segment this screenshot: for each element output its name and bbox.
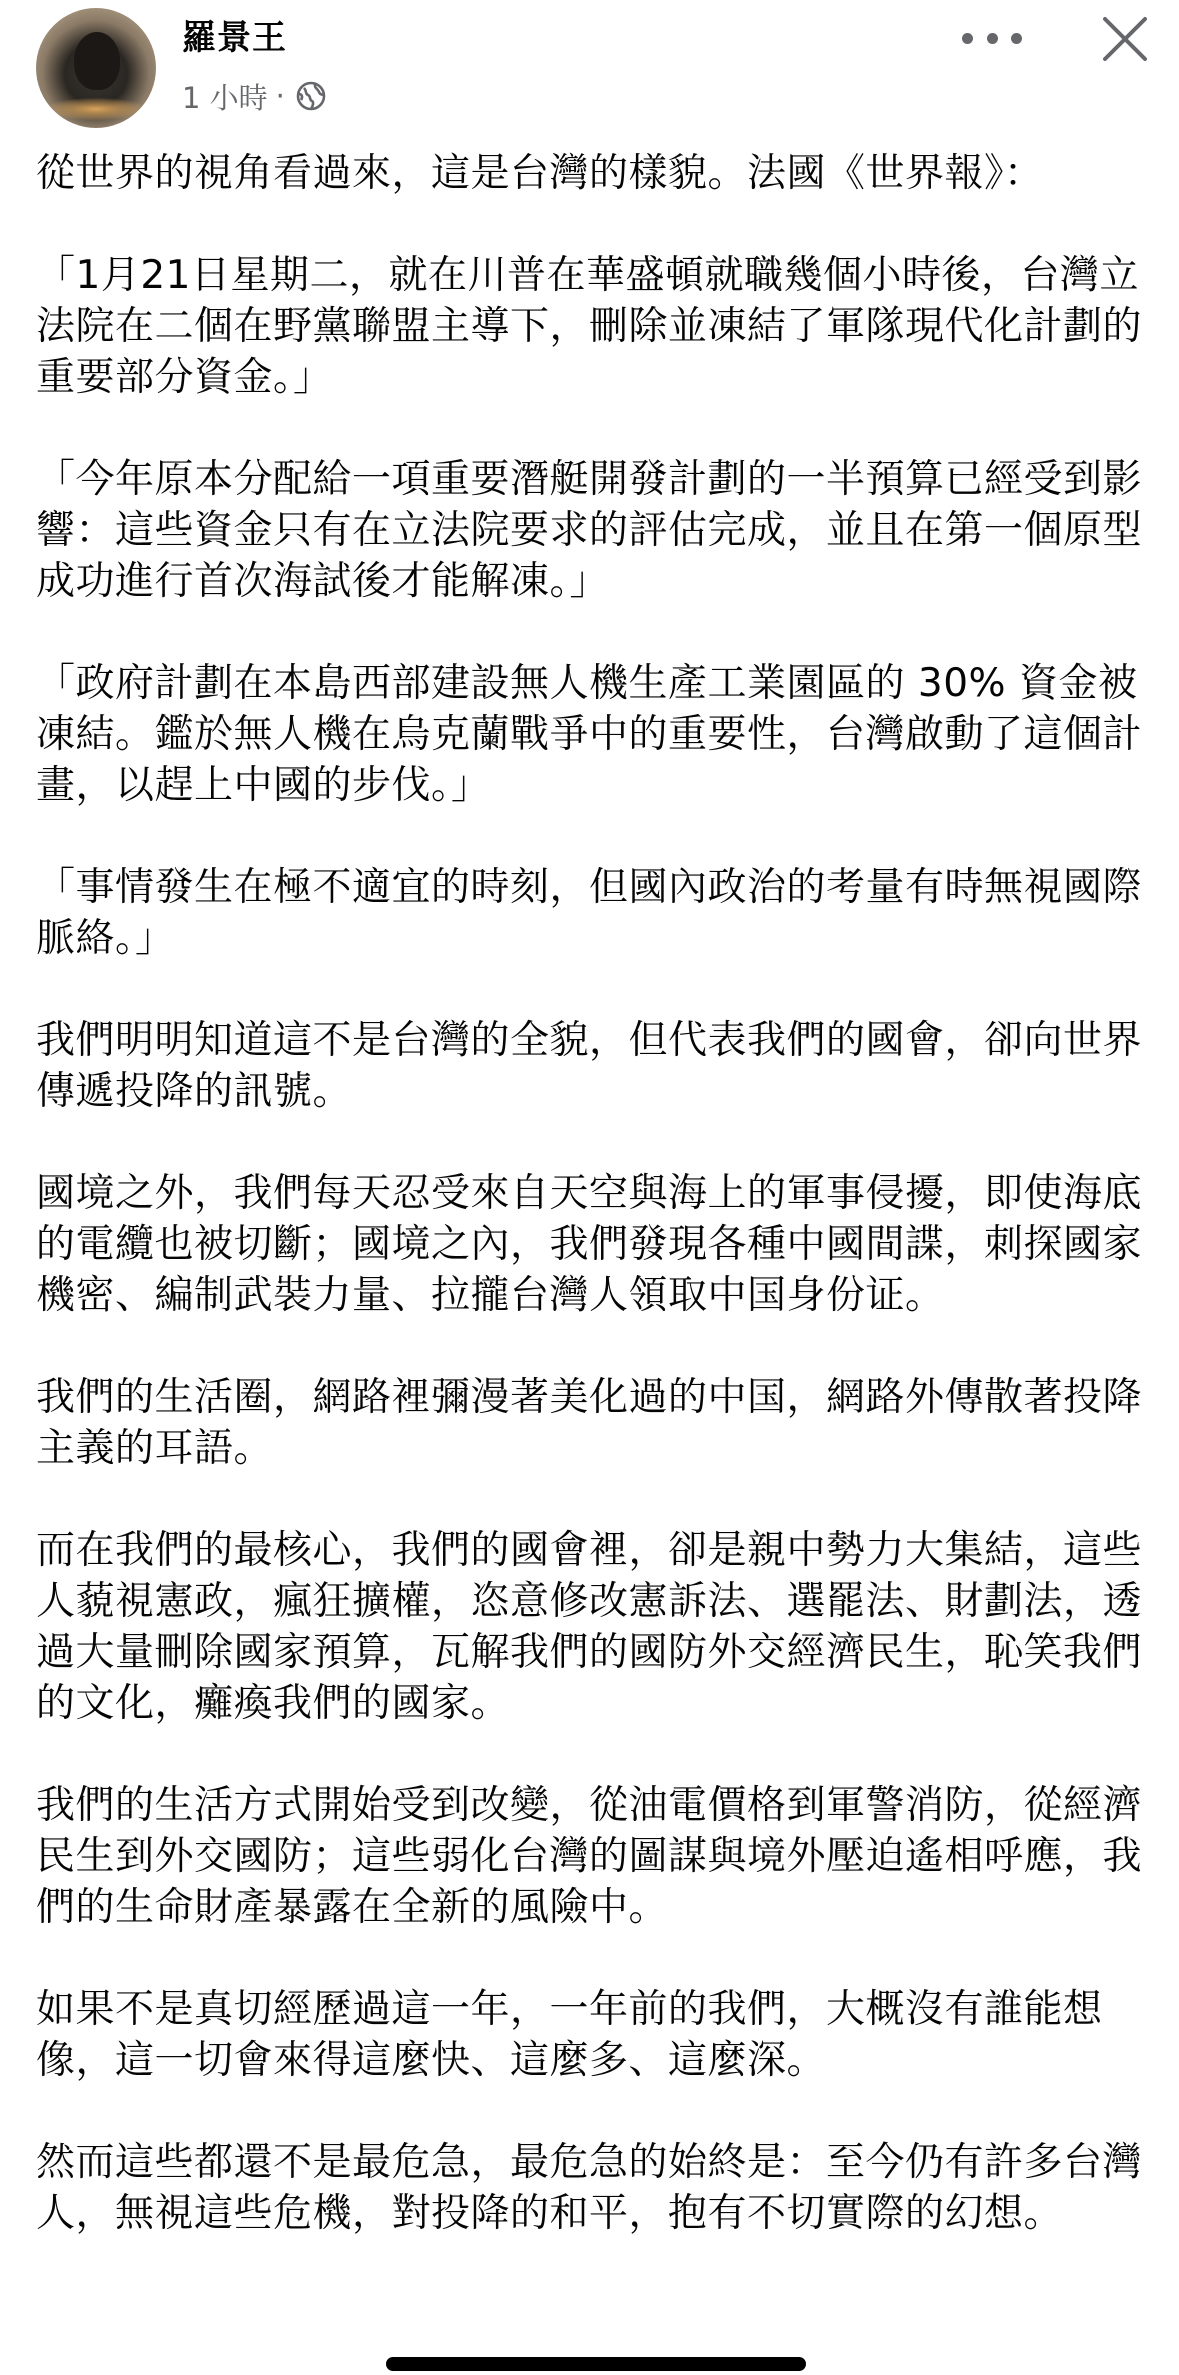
avatar-silhouette	[74, 32, 120, 90]
post-paragraph: 然而這些都還不是最危急，最危急的始終是：至今仍有許多台灣人，無視這些危機，對投降的和平，抱有不切實際的幻想。	[36, 2140, 1143, 2236]
post-meta	[182, 76, 327, 116]
post-paragraph: 「事情發生在極不適宜的時刻，但國內政治的考量有時無視國際脈絡。」	[36, 865, 1143, 961]
author-avatar[interactable]	[36, 8, 156, 128]
post-paragraph: 我們的生活圈，網路裡彌漫著美化過的中国，網路外傳散著投降主義的耳語。	[36, 1375, 1143, 1471]
close-icon[interactable]	[1100, 14, 1150, 64]
post-body	[36, 148, 1156, 2290]
post-paragraph: 我們的生活方式開始受到改變，從油電價格到軍警消防，從經濟民生到外交國防；這些弱化台灣的圖謀與境外壓迫遙相呼應，我們的生命財產暴露在全新的風險中。	[36, 1783, 1143, 1930]
globe-icon[interactable]	[295, 80, 327, 112]
post-paragraph: 如果不是真切經歷過這一年，一年前的我們，大概沒有誰能想像，這一切會來得這麼快、這麼多、這麼深。	[36, 1987, 1103, 2083]
more-dot	[987, 33, 998, 44]
post-paragraph: 「1月21日星期二，就在川普在華盛頓就職幾個小時後，台灣立法院在二個在野黨聯盟主導下，刪除並凍結了軍隊現代化計劃的重要部分資金。」	[36, 253, 1143, 400]
post-paragraph: 「今年原本分配給一項重要潛艇開發計劃的一半預算已經受到影響：這些資金只有在立法院要求的評估完成，並且在第一個原型成功進行首次海試後才能解凍。」	[36, 457, 1143, 604]
more-dot	[962, 33, 973, 44]
avatar-light-glow	[46, 98, 146, 120]
meta-separator: ·	[275, 79, 285, 113]
post-paragraph: 我們明明知道這不是台灣的全貌，但代表我們的國會，卻向世界傳遞投降的訊號。	[36, 1018, 1143, 1114]
home-indicator[interactable]	[386, 2357, 806, 2371]
post-paragraph: 「政府計劃在本島西部建設無人機生產工業園區的 30% 資金被凍結。鑑於無人機在烏克蘭戰爭中的重要性，台灣啟動了這個計畫，以趕上中國的步伐。」	[36, 661, 1143, 808]
more-options-icon[interactable]	[962, 20, 1022, 56]
post-header	[0, 0, 1179, 140]
post-paragraph: 從世界的視角看過來，這是台灣的樣貌。法國《世界報》：	[36, 151, 1044, 196]
post-paragraph: 國境之外，我們每天忍受來自天空與海上的軍事侵擾，即使海底的電纜也被切斷；國境之內，我們發現各種中國間諜，刺探國家機密、編制武裝力量、拉攏台灣人領取中国身份证。	[36, 1171, 1143, 1318]
post-timestamp[interactable]: 1 小時	[182, 80, 268, 115]
more-dot	[1011, 33, 1022, 44]
author-name[interactable]: 羅景王	[182, 18, 287, 58]
post-paragraph: 而在我們的最核心，我們的國會裡，卻是親中勢力大集結，這些人藐視憲政，瘋狂擴權，恣意修改憲訴法、選罷法、財劃法，透過大量刪除國家預算，瓦解我們的國防外交經濟民生，恥笑我們的文化，癱瘓我們的國家。	[36, 1528, 1143, 1726]
